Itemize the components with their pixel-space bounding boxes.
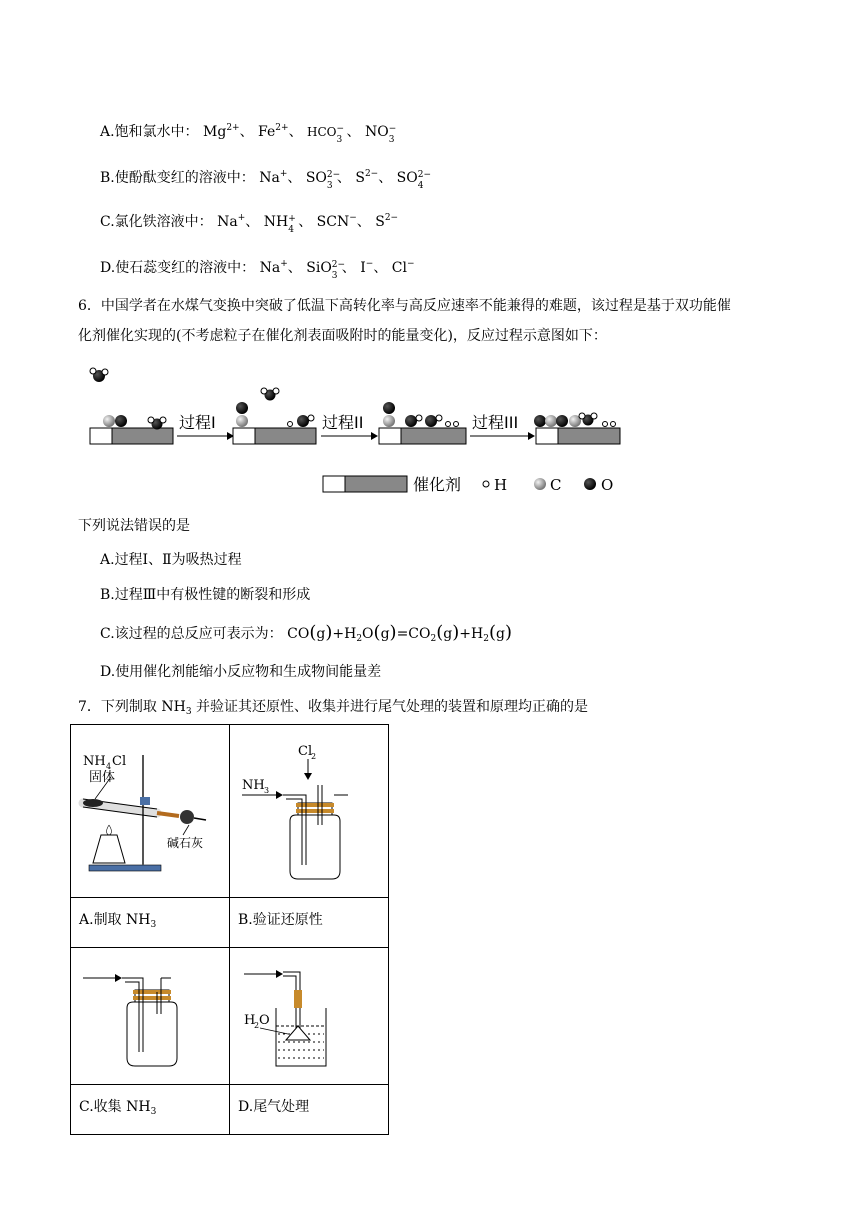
svg-text:C: C [550,476,562,494]
svg-text:过程III: 过程III [472,413,519,432]
stage-3 [379,402,466,444]
svg-text:4: 4 [106,762,112,771]
svg-text:NH: NH [242,778,265,793]
arrow-step-1 [177,413,234,440]
svg-text:Cl: Cl [298,744,313,759]
svg-text:固体: 固体 [89,770,116,785]
arrow-step-3 [470,413,535,440]
reaction-process-diagram [85,362,625,502]
q6-prompt: 下列说法错误的是 [78,518,190,534]
q6-option-c: C.该过程的总反应可表示为： $CO(g)+H_2O(g)=CO_2(g)+H_2(g)$ [100,622,512,644]
apparatus-b-label: B.验证还原性 [230,898,389,948]
apparatus-table [70,724,389,1135]
svg-text:催化剂: 催化剂 [413,475,462,494]
svg-text:过程I: 过程I [179,413,216,432]
svg-text:O: O [601,476,614,494]
q7-stem: 7．下列制取 $NH_3$ 并验证其还原性、收集并进行尾气处理的装置和原理均正确的是 [78,699,589,717]
q5-option-a: A.饱和氯水中： $Mg^{2+}$、 $Fe^{2+}$、 HCO − 3 、 NO − 3 [100,123,397,145]
q5-option-b: B.使酚酞变红的溶液中： Na+、 SO 2− 3 、 $S^{2-}$、 SO 2− 4 [100,169,432,191]
svg-text:碱石灰: 碱石灰 [167,836,204,850]
svg-text:O: O [259,1013,270,1028]
svg-text:2: 2 [311,752,317,761]
q6-stem-line1: 6．中国学者在水煤气变换中突破了低温下高转化率与高反应速率不能兼得的难题，该过程是基于双功能催 [78,298,731,314]
q6-option-a: A.过程Ⅰ、Ⅱ为吸热过程 [100,552,242,568]
arrow-step-2 [321,413,378,440]
legend [323,475,613,494]
svg-text:H: H [494,476,508,494]
apparatus-a-image [71,725,230,898]
apparatus-c-label: C.收集 $NH_3$ [71,1085,230,1135]
q5-option-c: C.氯化铁溶液中： Na+、 NH + 4 、 SCN−、 $S^{2-}$ [100,213,399,235]
overall-equation: $CO(g)+H_2O(g)=CO_2(g)+H_2(g)$ [287,622,512,644]
svg-text:Cl: Cl [112,754,127,769]
apparatus-d-image [230,948,389,1085]
q6-option-d: D.使用催化剂能缩小反应物和生成物间能量差 [100,664,382,680]
svg-text:2: 2 [254,1021,260,1030]
apparatus-c-image [71,948,230,1085]
apparatus-b-image [230,725,389,898]
svg-text:3: 3 [264,786,270,795]
apparatus-a-label: A.制取 $NH_3$ [71,898,230,948]
svg-text:H: H [244,1013,256,1028]
stage-1 [90,368,173,444]
apparatus-d-label: D.尾气处理 [230,1085,389,1135]
q6-stem-line2: 化剂催化实现的(不考虑粒子在催化剂表面吸附时的能量变化)，反应过程示意图如下： [78,328,607,344]
stage-4 [534,413,620,444]
q6-option-b: B.过程Ⅲ中有极性键的断裂和形成 [100,587,311,603]
svg-text:NH: NH [83,754,106,769]
stage-2 [233,388,316,444]
svg-text:过程II: 过程II [322,413,364,432]
q5-option-d: D.使石蕊变红的溶液中： Na+、 SiO 2− 3 、 I−、 Cl− [100,259,415,281]
